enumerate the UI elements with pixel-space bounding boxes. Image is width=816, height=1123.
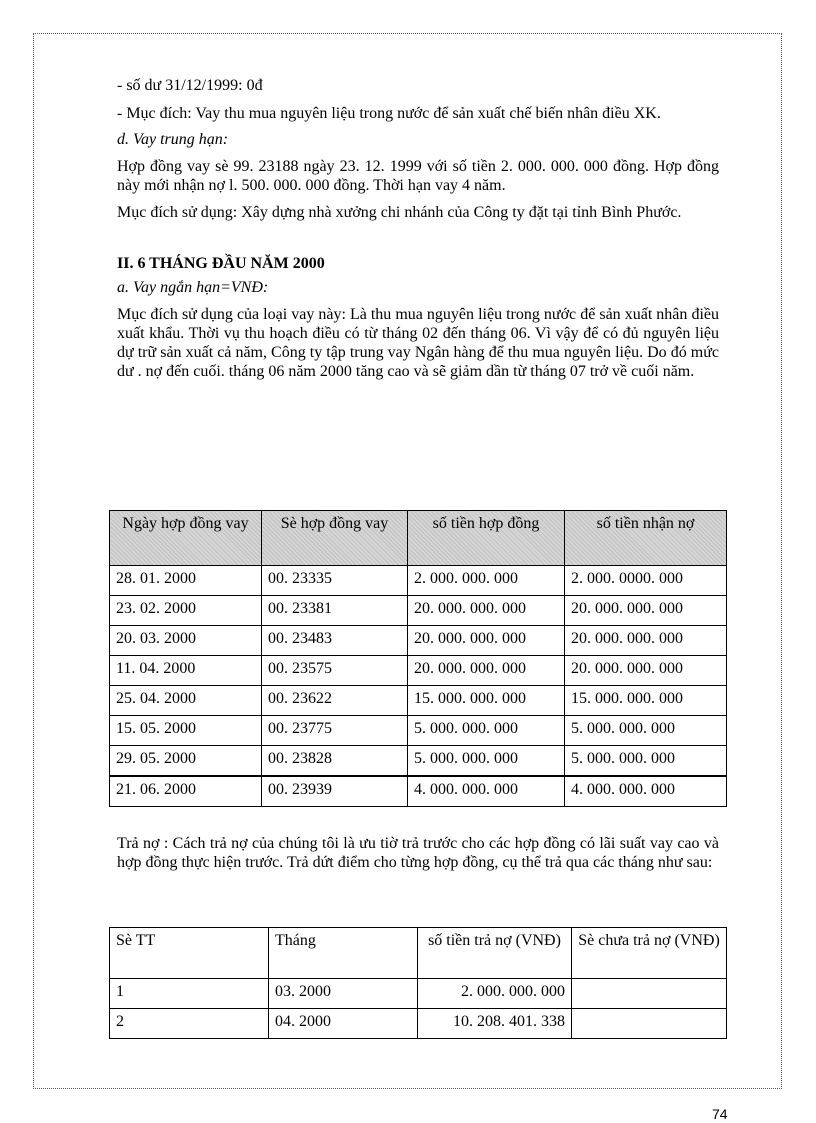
usage-paragraph: Mục đích sử dụng: Xây dựng nhà xưởng chi nhánh của Công ty đặt tại tỉnh Bình Phước. [117,204,682,221]
table-cell: 15. 000. 000. 000 [408,686,565,716]
repayment-table [109,927,727,1039]
table-cell: 23. 02. 2000 [110,596,262,626]
short-term-paragraph: Mục đích sử dụng của loại vay này: Là thu mua nguyên liệu trong nước để sản xuất nhân điều xuất khẩu. Thời vụ thu hoạch điều có từ tháng 02 đến tháng 06. Vì vậy để có đủ nguyên liệu dự trữ sản xuất cả năm, Công ty tập trung vay Ngân hàng để thu mua nguyên liệu. Do đó mức dư . nợ đến cuối. tháng 06 năm 2000 tăng cao và sẽ giảm dần từ tháng 07 trở về cuối năm. [117,306,719,380]
table-header-row [110,511,727,566]
table-row [110,656,727,686]
table-cell: 21. 06. 2000 [110,776,262,807]
table-row [110,1009,727,1039]
table-row [110,716,727,746]
header-cell: Sè chưa trả nợ (VNĐ) [572,928,727,979]
table-cell: 00. 23775 [262,716,408,746]
table-cell: 00. 23381 [262,596,408,626]
table-cell: 5. 000. 000. 000 [565,746,727,777]
table-cell: 2 [110,1009,269,1039]
table-cell: 03. 2000 [269,979,418,1009]
table-cell: 20. 000. 000. 000 [565,596,727,626]
table-header-row [110,928,727,979]
table-cell: 11. 04. 2000 [110,656,262,686]
table-row [110,776,727,807]
table-cell: 00. 23575 [262,656,408,686]
table-cell: 00. 23828 [262,746,408,777]
table-cell: 15. 05. 2000 [110,716,262,746]
loan-table [109,510,727,807]
balance-line: - số dư 31/12/1999: 0đ [117,77,263,94]
table-cell: 4. 000. 000. 000 [408,776,565,807]
short-term-heading: a. Vay ngắn hạn=VNĐ: [117,279,269,296]
document-body [117,76,719,381]
table-cell: 00. 23335 [262,566,408,596]
table-row [110,626,727,656]
table-cell: 00. 23483 [262,626,408,656]
medium-term-heading: d. Vay trung hạn: [117,131,229,148]
table-cell: 00. 23939 [262,776,408,807]
table-cell: 20. 000. 000. 000 [408,596,565,626]
header-cell: số tiền hợp đồng [408,511,565,566]
table-row [110,566,727,596]
table-cell: 20. 000. 000. 000 [565,626,727,656]
table-row [110,746,727,777]
table-cell: 04. 2000 [269,1009,418,1039]
contract-paragraph: Hợp đồng vay sè 99. 23188 ngày 23. 12. 1999 với số tiền 2. 000. 000. 000 đồng. Hợp đồng này mới nhận nợ l. 500. 000. 000 đồng. Thời hạn vay 4 năm. [117,158,719,194]
table-row [110,686,727,716]
table-cell: 00. 23622 [262,686,408,716]
header-cell: Ngày hợp đồng vay [110,511,262,566]
table-cell [572,979,727,1009]
table-row [110,979,727,1009]
table-cell: 4. 000. 000. 000 [565,776,727,807]
header-cell: Tháng [269,928,418,979]
table-cell: 5. 000. 000. 000 [408,716,565,746]
page-number: 74 [712,1106,728,1122]
table-cell: 5. 000. 000. 000 [565,716,727,746]
table-cell: 15. 000. 000. 000 [565,686,727,716]
table-cell: 29. 05. 2000 [110,746,262,777]
table-cell: 20. 03. 2000 [110,626,262,656]
table-cell: 20. 000. 000. 000 [565,656,727,686]
table-cell: 25. 04. 2000 [110,686,262,716]
table-cell: 10. 208. 401. 338 [418,1009,572,1039]
header-cell: số tiền trả nợ (VNĐ) [418,928,572,979]
table-cell: 2. 000. 000. 000 [408,566,565,596]
table-cell: 28. 01. 2000 [110,566,262,596]
section-heading: II. 6 THÁNG ĐẦU NĂM 2000 [117,255,325,272]
table-cell: 20. 000. 000. 000 [408,656,565,686]
table-cell: 5. 000. 000. 000 [408,746,565,777]
table-cell: 20. 000. 000. 000 [408,626,565,656]
table-cell [572,1009,727,1039]
header-cell: Sè hợp đồng vay [262,511,408,566]
repayment-paragraph: Trả nợ : Cách trả nợ của chúng tôi là ưu tiờ trả trước cho các hợp đồng có lãi suất vay cao và hợp đồng thực hiện trước. Trả dứt điểm cho từng hợp đồng, cụ thể trả qua các tháng như sau: [117,835,719,871]
purpose-paragraph: - Mục đích: Vay thu mua nguyên liệu trong nước để sản xuất chế biến nhân điều XK. [117,105,661,122]
table-cell: 2. 000. 0000. 000 [565,566,727,596]
header-cell: số tiền nhận nợ [565,511,727,566]
table-row [110,596,727,626]
table-cell: 2. 000. 000. 000 [418,979,572,1009]
table-cell: 1 [110,979,269,1009]
header-cell: Sè TT [110,928,269,979]
